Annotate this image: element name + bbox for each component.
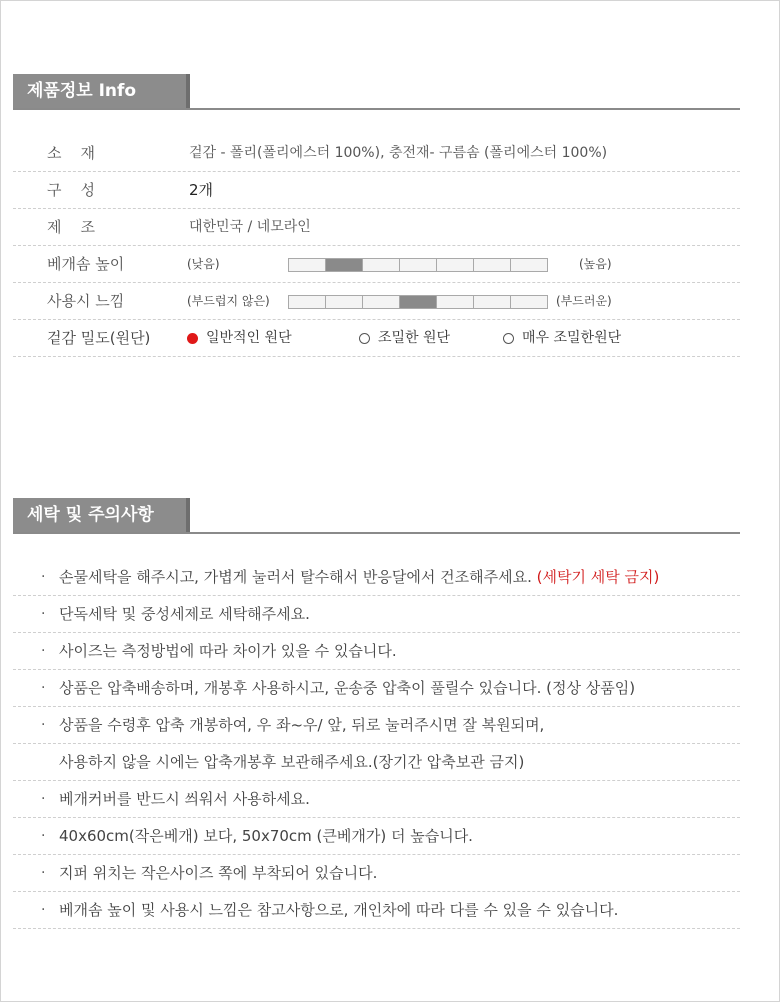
care-item [13,707,740,744]
feel-low-label: (부드럽지 않은) [187,294,270,308]
scale-cell [437,296,474,308]
feel-label: 사용시 느낌 [47,292,125,310]
care-item-text [59,892,618,928]
info-row-height [13,246,740,283]
care-item [13,892,740,929]
care-item [13,633,740,670]
scale-cell [289,296,326,308]
scale-cell [474,259,511,271]
bullet-icon: · [41,902,46,918]
care-section-title: 세탁 및 주의사항 [13,498,188,532]
info-table [13,135,740,357]
info-section-header [13,74,740,110]
care-item-continuation: 사용하지 않을 시에는 압축개봉후 보관해주세요.(장기간 압축보관 금지) [59,753,525,771]
feel-high-label: (부드러운) [556,294,612,308]
height-high-label: (높음) [579,257,612,271]
care-text: 사이즈는 측정방법에 따라 차이가 있을 수 있습니다. [59,642,397,660]
care-text: 상품은 압축배송하며, 개봉후 사용하시고, 운송중 압축이 풀릴수 있습니다. (정상 상품임) [59,679,636,697]
scale-cell [400,296,437,308]
care-warning: (세탁기 세탁 금지) [536,568,660,586]
density-option-very-dense [503,320,621,356]
height-low-label: (낮음) [187,257,220,271]
bullet-icon: · [41,680,46,696]
bullet-icon: · [41,717,46,733]
bullet-icon: · [41,865,46,881]
density-option-normal [187,320,292,356]
composition-value: 2개 [189,181,214,199]
care-item-text [59,855,377,891]
care-section-header [13,498,740,534]
bullet-icon: · [41,606,46,622]
info-section-title: 제품정보 Info [13,74,188,108]
scale-cell [363,259,400,271]
scale-cell [363,296,400,308]
care-item [13,744,740,781]
care-text: 손물세탁을 해주시고, 가볍게 눌러서 탈수해서 반응달에서 건조해주세요. [59,568,532,586]
care-item-text [59,818,473,854]
care-text: 지퍼 위치는 작은사이즈 쪽에 부착되어 있습니다. [59,864,378,882]
height-scale [288,258,548,272]
density-label: 겉감 밀도(원단) [47,329,151,347]
care-item [13,596,740,633]
care-text: 단독세탁 및 중성세제로 세탁해주세요. [59,605,310,623]
manufacture-value: 대한민국 / 네모라인 [189,219,311,235]
care-item-text [59,633,397,669]
info-row-feel [13,283,740,320]
info-row-density [13,320,740,357]
care-item [13,559,740,596]
density-option-label: 매우 조밀한원단 [522,330,622,346]
care-text: 베개솜 높이 및 사용시 느낌은 참고사항으로, 개인차에 따라 다를 수 있을 수 있습니다. [59,901,619,919]
density-option-label: 조밀한 원단 [378,330,451,346]
care-item-text [59,559,659,595]
scale-cell [474,296,511,308]
scale-cell [326,296,363,308]
care-text: 상품을 수령후 압축 개봉하여, 우 좌~우/ 앞, 뒤로 눌러주시면 잘 복원되며, [59,716,545,734]
composition-label: 구 성 [47,181,96,199]
scale-cell [511,259,547,271]
radio-dot-icon [187,333,198,344]
care-text: 베개커버를 반드시 씌워서 사용하세요. [59,790,310,808]
bullet-icon: · [41,569,46,585]
bullet-icon: · [41,791,46,807]
care-item [13,818,740,855]
care-item-text [59,781,310,817]
bullet-icon: · [41,643,46,659]
density-option-label: 일반적인 원단 [206,330,292,346]
density-option-dense [359,320,450,356]
radio-dot-icon [359,333,370,344]
material-value: 겉감 - 폴리(폴리에스터 100%), 충전재- 구름솜 (폴리에스터 100%) [189,145,608,161]
height-label: 베개솜 높이 [47,255,125,273]
feel-scale [288,295,548,309]
scale-cell [437,259,474,271]
care-item-text [59,596,310,632]
care-item [13,781,740,818]
scale-cell [400,259,437,271]
material-label: 소 재 [47,144,96,162]
info-row-manufacture [13,209,740,246]
info-row-material [13,135,740,172]
care-item [13,855,740,892]
manufacture-label: 제 조 [47,218,96,236]
scale-cell [326,259,363,271]
care-item-text [59,670,635,706]
info-row-composition [13,172,740,209]
care-item-text [59,707,544,743]
scale-cell [511,296,547,308]
scale-cell [289,259,326,271]
bullet-icon: · [41,828,46,844]
radio-dot-icon [503,333,514,344]
care-text: 40x60cm(작은베개) 보다, 50x70cm (큰베개가) 더 높습니다. [59,827,473,845]
care-item [13,670,740,707]
care-list [13,559,740,929]
